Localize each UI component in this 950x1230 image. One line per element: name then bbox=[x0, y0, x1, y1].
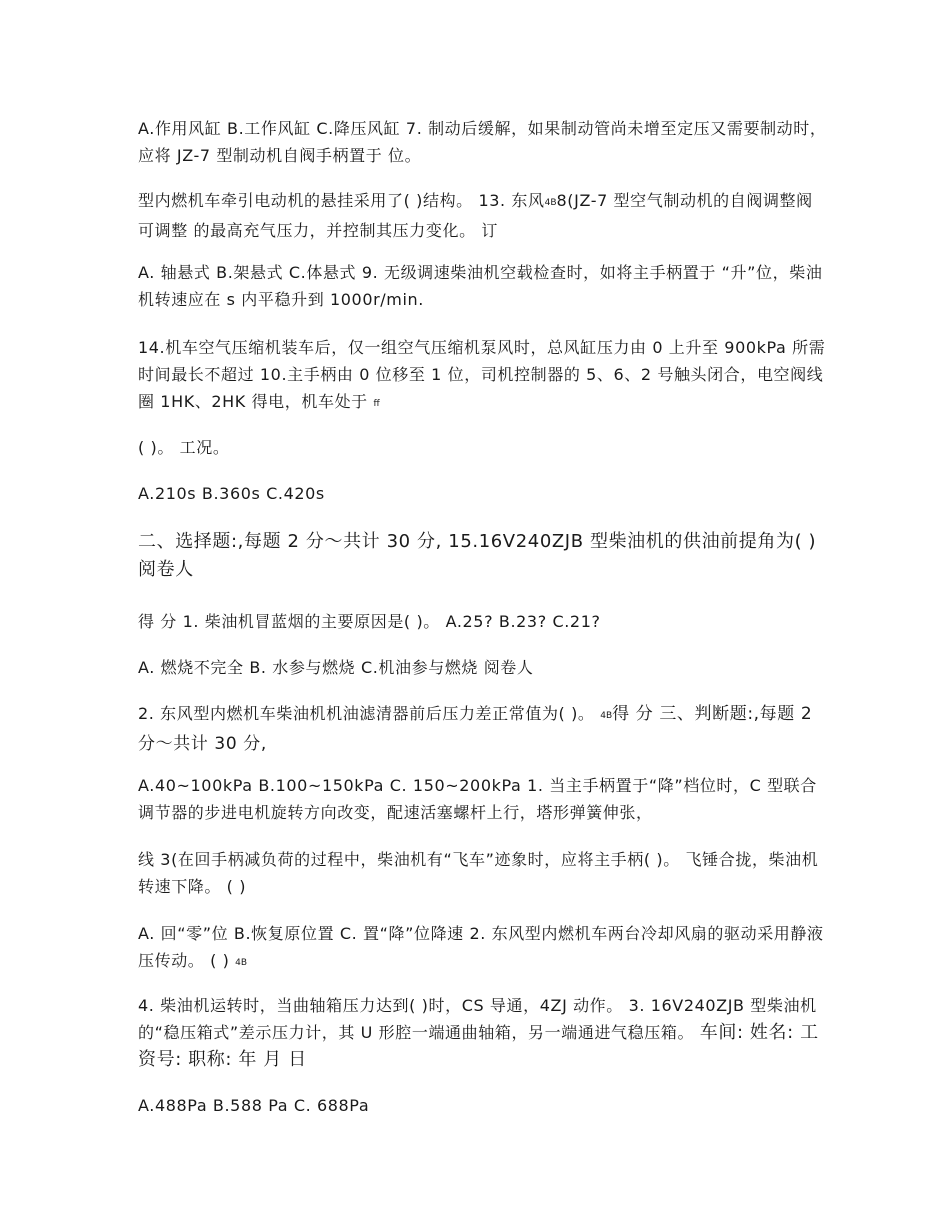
paragraph-3: A. 轴悬式 B.架悬式 C.体悬式 9. 无级调速柴油机空载检查时，如将主手柄置于 “升”位，柴油机转速应在 s 内平稳升到 1000r/min. bbox=[138, 263, 823, 309]
paragraph-2-text-a: 型内燃机车牵引电动机的悬挂采用了( )结构。 13. 东风 bbox=[138, 191, 545, 210]
paragraph-11: A.40~100kPa B.100~150kPa C. 150~200kPa 1. 当主手柄置于“降”档位时，C 型联合调节器的步进电机旋转方向改变，配速活塞螺杆上行，塔形弹簧伸张， bbox=[138, 776, 817, 822]
paragraph-6: A.210s B.360s C.420s bbox=[138, 484, 325, 503]
paragraph-2 bbox=[138, 187, 828, 244]
paragraph-5: ( )。 工况。 bbox=[138, 438, 230, 457]
paragraph-8: 得 分 1. 柴油机冒蓝烟的主要原因是( )。 A.25? B.23? C.21? bbox=[138, 612, 601, 631]
personnel-info-line: 车间: 姓名: 工资号: 职称: 年 月 日 bbox=[138, 1022, 819, 1070]
paragraph-1: A.作用风缸 B.工作风缸 C.降压风缸 7. 制动后缓解，如果制动管尚未增至定压又需要制动时，应将 JZ-7 型制动机自阀手柄置于 位。 bbox=[138, 119, 827, 165]
paragraph-14-text-a: 4. 柴油机运转时，当曲轴箱压力达到( )时，CS 导通，4ZJ 动作。 3. 16V240ZJB 型柴油机的“稳压箱式”差示压力计，其 U 形腔一端通曲轴箱，另一端通进气稳压箱。 bbox=[138, 996, 817, 1042]
paragraph-12: 线 3(在回手柄减负荷的过程中，柴油机有“飞车”迹象时，应将主手柄( )。 飞锤合拢，柴油机转速下降。 ( ) bbox=[138, 850, 819, 896]
paragraph-9: A. 燃烧不完全 B. 水参与燃烧 C.机油参与燃烧 阅卷人 bbox=[138, 658, 534, 677]
paragraph-2-subscript: 4B bbox=[544, 198, 557, 208]
paragraph-10 bbox=[138, 700, 828, 758]
paragraph-4-text-a: 14.机车空气压缩机装车后，仅一组空气压缩机泵风时，总风缸压力由 0 上升至 900kPa 所需时间最长不超过 10.主手柄由 0 位移至 1 位，司机控制器的 5、6、2 号触头闭合，电空阀线圈 1HK、2HK 得电，机车处于 bbox=[138, 338, 826, 411]
paragraph-14 bbox=[138, 992, 828, 1073]
paragraph-4 bbox=[138, 334, 828, 418]
paragraph-13 bbox=[138, 920, 828, 977]
paragraph-13-text-a: A. 回“零”位 B.恢复原位置 C. 置“降”位降速 2. 东风型内燃机车两台冷却风扇的驱动采用静液压传动。 ( ) bbox=[138, 924, 824, 970]
paragraph-4-subscript: ff bbox=[373, 399, 380, 409]
section-two-heading: 二、选择题:,每题 2 分～共计 30 分, 15.16V240ZJB 型柴油机的供油前提角为( ) 阅卷人 bbox=[138, 531, 817, 580]
paragraph-2-text-b: 8(JZ-7 型空气制动机的自阀调整阀可调整 的最高充气压力，并控制其压力变化。 订 bbox=[138, 191, 813, 240]
paragraph-13-subscript: 4B bbox=[235, 958, 248, 968]
paragraph-10-text-a: 2. 东风型内燃机车柴油机机油滤清器前后压力差正常值为( )。 bbox=[138, 704, 601, 723]
paragraph-10-subscript: 4B bbox=[600, 711, 613, 721]
paragraph-15: A.488Pa B.588 Pa C. 688Pa bbox=[138, 1096, 370, 1115]
section-three-heading: 得 分 三、判断题:,每题 2 分～共计 30 分, bbox=[138, 704, 813, 754]
